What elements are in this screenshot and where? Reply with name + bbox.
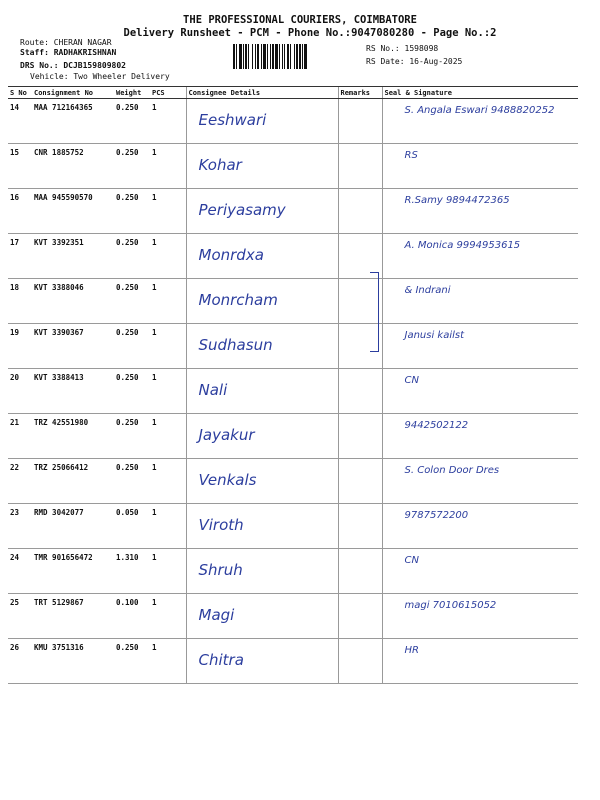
handwritten-consignee: Monrdxa — [198, 246, 264, 264]
cell-sno: 23 — [8, 504, 32, 549]
cell-sno: 17 — [8, 234, 32, 279]
handwritten-signature: & Indrani — [404, 285, 451, 296]
cell-consignment-no: TRZ 25066412 — [32, 459, 114, 504]
cell-signature — [382, 459, 578, 504]
col-weight: Weight — [114, 87, 150, 99]
cell-remarks — [338, 189, 382, 234]
handwritten-consignee: Sudhasun — [198, 336, 273, 354]
cell-pcs: 1 — [150, 369, 186, 414]
rs-date: RS Date: 16-Aug-2025 — [366, 57, 463, 66]
cell-consignee — [186, 369, 338, 414]
table-row — [8, 144, 578, 189]
cell-remarks — [338, 144, 382, 189]
cell-signature — [382, 594, 578, 639]
col-pcs: PCS — [150, 87, 186, 99]
cell-sno: 15 — [8, 144, 32, 189]
handwritten-consignee: Magi — [198, 606, 235, 624]
cell-pcs: 1 — [150, 279, 186, 324]
barcode — [233, 44, 361, 69]
handwritten-signature: Janusi kailst — [404, 330, 465, 341]
handwritten-consignee: Venkals — [198, 471, 257, 489]
cell-remarks — [338, 504, 382, 549]
document-title: THE PROFESSIONAL COURIERS, COIMBATORE — [183, 14, 417, 26]
cell-sno: 25 — [8, 594, 32, 639]
cell-pcs: 1 — [150, 324, 186, 369]
table-row — [8, 639, 578, 684]
handwritten-consignee: Nali — [198, 381, 228, 399]
handwritten-signature: A. Monica 9994953615 — [404, 240, 521, 251]
cell-sno: 20 — [8, 369, 32, 414]
cell-pcs: 1 — [150, 144, 186, 189]
table-row — [8, 189, 578, 234]
cell-sno: 16 — [8, 189, 32, 234]
cell-remarks — [338, 549, 382, 594]
handwritten-consignee: Eeshwari — [198, 111, 267, 129]
cell-weight: 0.250 — [114, 99, 150, 144]
staff-label: Staff: RADHAKRISHNAN — [20, 48, 117, 57]
cell-consignee — [186, 189, 338, 234]
handwritten-consignee: Monrcham — [198, 291, 278, 309]
col-seal-signature: Seal & Signature — [382, 87, 578, 99]
handwritten-consignee: Viroth — [198, 516, 244, 534]
handwritten-consignee: Chitra — [198, 651, 244, 669]
cell-consignment-no: KVT 3392351 — [32, 234, 114, 279]
handwritten-signature: magi 7010615052 — [404, 600, 497, 611]
cell-consignment-no: MAA 712164365 — [32, 99, 114, 144]
cell-weight: 1.310 — [114, 549, 150, 594]
table-row — [8, 279, 578, 324]
table-row — [8, 324, 578, 369]
handwritten-signature: 9442502122 — [404, 420, 469, 431]
col-remarks: Remarks — [338, 87, 382, 99]
table-row — [8, 234, 578, 279]
cell-sno: 14 — [8, 99, 32, 144]
cell-pcs: 1 — [150, 639, 186, 684]
drs-number: DRS No.: DCJB159809802 — [20, 61, 126, 70]
cell-weight: 0.250 — [114, 189, 150, 234]
cell-remarks — [338, 639, 382, 684]
handwritten-signature: R.Samy 9894472365 — [404, 195, 510, 206]
cell-consignee — [186, 594, 338, 639]
cell-sno: 19 — [8, 324, 32, 369]
table-row — [8, 459, 578, 504]
cell-consignee — [186, 504, 338, 549]
cell-weight: 0.250 — [114, 414, 150, 459]
handwritten-consignee: Kohar — [198, 156, 242, 174]
cell-consignment-no: KVT 3388046 — [32, 279, 114, 324]
cell-consignment-no: TMR 901656472 — [32, 549, 114, 594]
cell-pcs: 1 — [150, 459, 186, 504]
cell-consignee — [186, 99, 338, 144]
cell-remarks — [338, 459, 382, 504]
handwritten-bracket — [370, 272, 379, 352]
cell-sno: 18 — [8, 279, 32, 324]
cell-sno: 26 — [8, 639, 32, 684]
cell-signature — [382, 99, 578, 144]
cell-pcs: 1 — [150, 549, 186, 594]
cell-sno: 21 — [8, 414, 32, 459]
cell-weight: 0.100 — [114, 594, 150, 639]
cell-consignment-no: KVT 3390367 — [32, 324, 114, 369]
table-row — [8, 369, 578, 414]
cell-consignee — [186, 549, 338, 594]
table-row — [8, 549, 578, 594]
cell-signature — [382, 504, 578, 549]
handwritten-signature: RS — [404, 150, 418, 161]
table-row — [8, 504, 578, 549]
cell-sno: 24 — [8, 549, 32, 594]
cell-consignment-no: TRT 5129867 — [32, 594, 114, 639]
cell-signature — [382, 279, 578, 324]
col-sno: S No — [8, 87, 32, 99]
cell-consignee — [186, 144, 338, 189]
cell-consignment-no: MAA 945590570 — [32, 189, 114, 234]
cell-pcs: 1 — [150, 189, 186, 234]
handwritten-signature: S. Colon Door Dres — [404, 465, 500, 476]
cell-signature — [382, 639, 578, 684]
cell-signature — [382, 189, 578, 234]
cell-signature — [382, 369, 578, 414]
cell-weight: 0.250 — [114, 324, 150, 369]
cell-signature — [382, 414, 578, 459]
handwritten-consignee: Periyasamy — [198, 201, 286, 219]
cell-consignee — [186, 279, 338, 324]
cell-weight: 0.250 — [114, 279, 150, 324]
cell-pcs: 1 — [150, 594, 186, 639]
table-header-row — [8, 87, 578, 99]
cell-weight: 0.250 — [114, 639, 150, 684]
cell-signature — [382, 549, 578, 594]
handwritten-signature: 9787572200 — [404, 510, 469, 521]
table-row — [8, 414, 578, 459]
cell-consignment-no: CNR 1885752 — [32, 144, 114, 189]
handwritten-consignee: Shruh — [198, 561, 243, 579]
cell-consignment-no: KMU 3751316 — [32, 639, 114, 684]
cell-pcs: 1 — [150, 99, 186, 144]
handwritten-signature: CN — [404, 555, 419, 566]
col-consignment-no: Consignment No — [32, 87, 114, 99]
handwritten-signature: HR — [404, 645, 419, 656]
cell-remarks — [338, 99, 382, 144]
cell-consignee — [186, 414, 338, 459]
cell-consignee — [186, 459, 338, 504]
cell-consignment-no: TRZ 42551980 — [32, 414, 114, 459]
handwritten-signature: CN — [404, 375, 419, 386]
route-label: Route: CHERAN NAGAR — [20, 38, 112, 47]
cell-weight: 0.250 — [114, 459, 150, 504]
vehicle-label: Vehicle: Two Wheeler Delivery — [30, 72, 170, 81]
cell-sno: 22 — [8, 459, 32, 504]
cell-pcs: 1 — [150, 414, 186, 459]
document-subtitle: Delivery Runsheet - PCM - Phone No.:9047080280 - Page No.:2 — [123, 27, 497, 39]
cell-weight: 0.250 — [114, 369, 150, 414]
table-row — [8, 99, 578, 144]
cell-signature — [382, 144, 578, 189]
cell-signature — [382, 324, 578, 369]
cell-weight: 0.250 — [114, 234, 150, 279]
handwritten-consignee: Jayakur — [198, 426, 255, 444]
cell-consignee — [186, 639, 338, 684]
cell-remarks — [338, 369, 382, 414]
cell-consignee — [186, 234, 338, 279]
cell-consignee — [186, 324, 338, 369]
rs-number: RS No.: 1598098 — [366, 44, 439, 53]
cell-remarks — [338, 414, 382, 459]
cell-signature — [382, 234, 578, 279]
col-consignee-details: Consignee Details — [186, 87, 338, 99]
cell-pcs: 1 — [150, 234, 186, 279]
cell-remarks — [338, 594, 382, 639]
runsheet-table — [8, 86, 578, 684]
cell-weight: 0.050 — [114, 504, 150, 549]
cell-consignment-no: KVT 3388413 — [32, 369, 114, 414]
cell-consignment-no: RMD 3042077 — [32, 504, 114, 549]
cell-weight: 0.250 — [114, 144, 150, 189]
cell-pcs: 1 — [150, 504, 186, 549]
handwritten-signature: S. Angala Eswari 9488820252 — [404, 105, 555, 116]
table-row — [8, 594, 578, 639]
